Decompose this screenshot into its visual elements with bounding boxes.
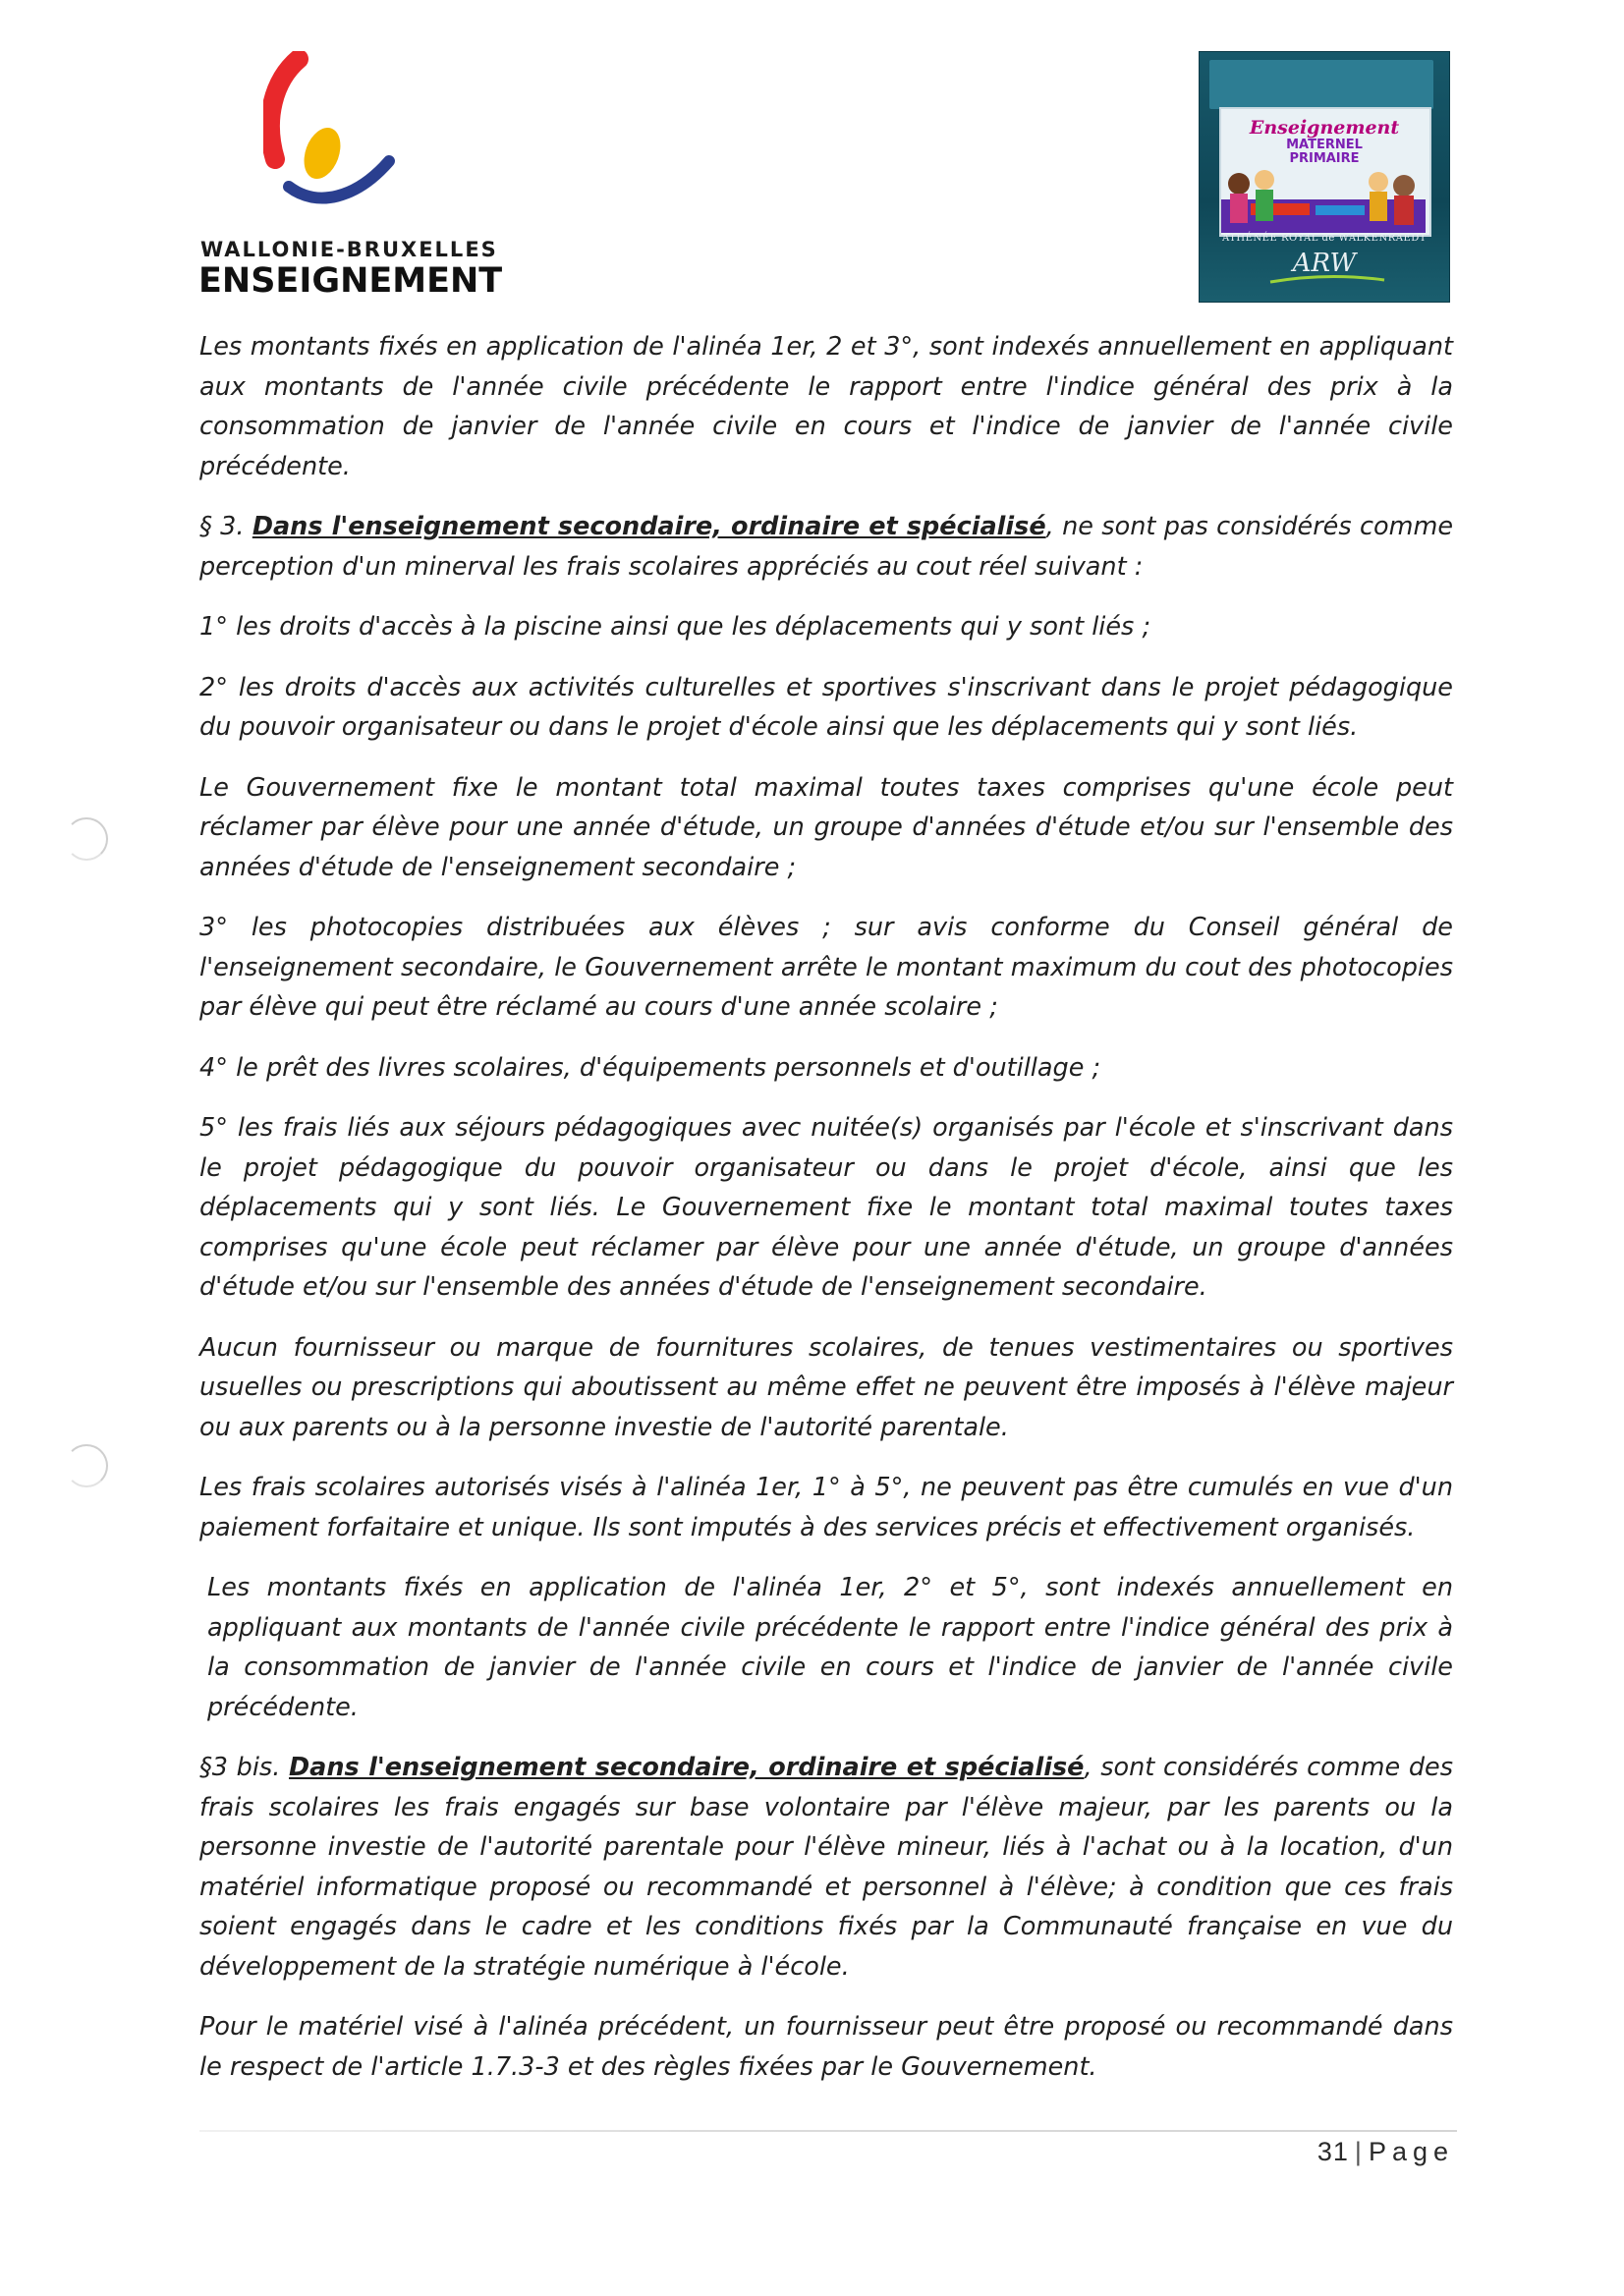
- badge-title: Enseignement: [1249, 117, 1400, 139]
- paragraph-item-5: 5° les frais liés aux séjours pédagogiques avec nuitée(s) organisés par l'école et s'inscrivant dans le projet pédagogique du pouvoir organisateur ou dans le projet d'école, ainsi que les déplacements qui y sont liés. Le Gouvernement fixe le montant total maximal toutes taxes comprises qu'une école peut réclamer par élève pour une année d'étude, un groupe d'années d'étude et/ou sur l'ensemble des années d'étude de l'enseignement secondaire.: [199, 1113, 1453, 1302]
- section-3-rest: , ne sont pas considérés comme perception d'un minerval les frais scolaires appréciés au cout réel suivant :: [199, 512, 1454, 582]
- paragraph-materiel: Pour le matériel visé à l'alinéa précédent, un fournisseur peut être proposé ou recommandé dans le respect de l'article 1.7.3-3 et des règles fixées par le Gouvernement.: [199, 2012, 1453, 2082]
- badge-subtitle-maternel: MATERNEL: [1286, 138, 1363, 152]
- swoosh-icon: [1268, 274, 1386, 286]
- badge-abbreviation: ARW: [1292, 249, 1357, 278]
- paragraph-item-4: 4° le prêt des livres scolaires, d'équipements personnels et d'outillage ;: [199, 1052, 1101, 1083]
- section-3-emphasis: Dans l'enseignement secondaire, ordinaire et spécialisé: [252, 512, 1046, 541]
- section-3bis-emphasis: Dans l'enseignement secondaire, ordinaire et spécialisé: [289, 1753, 1085, 1782]
- page-label: Page: [1368, 2137, 1454, 2166]
- logo-text-enseignement: ENSEIGNEMENT: [198, 261, 503, 301]
- document-body: [199, 327, 1453, 2107]
- section-3bis-prefix: §3 bis.: [199, 1753, 290, 1782]
- badge-sky: [1209, 60, 1433, 109]
- paragraph-section-3: [199, 507, 1453, 587]
- badge-school-name: ATHÉNÉE ROYAL de WALKENRAEDT: [1222, 233, 1427, 244]
- paragraph-indexation-2: Les montants fixés en application de l'alinéa 1er, 2° et 5°, sont indexés annuellement en appliquant aux montants de l'année civile précédente le rapport entre l'indice général des prix à la consommation de janvier de l'année civile en cours et l'indice de janvier de l'année civile précédente.: [207, 1573, 1453, 1722]
- footer-separator: |: [1354, 2137, 1363, 2166]
- punch-hole-mark: [65, 1444, 108, 1487]
- footer-divider: [199, 2130, 1457, 2132]
- punch-hole-mark: [65, 817, 108, 861]
- school-badge: [1199, 51, 1450, 303]
- paragraph-item-3: 3° les photocopies distribuées aux élèves ; sur avis conforme du Conseil général de l'enseignement secondaire, le Gouvernement arrête le montant maximum du cout des photocopies par élève qui peut être réclamé au cours d'une année scolaire ;: [199, 913, 1453, 1022]
- paragraph-section-3bis: [199, 1748, 1453, 1987]
- wallonie-bruxelles-logo: [196, 51, 503, 307]
- logo-text-wallonie-bruxelles: WALLONIE-BRUXELLES: [200, 238, 498, 261]
- paragraph-gouvernement: Le Gouvernement fixe le montant total maximal toutes taxes comprises qu'une école peut réclamer par élève pour une année d'étude, un groupe d'années d'étude et/ou sur l'ensemble des années d'étude de l'enseignement secondaire ;: [199, 772, 1453, 882]
- fwb-logo-icon: [263, 51, 401, 218]
- paragraph-item-1: 1° les droits d'accès à la piscine ainsi que les déplacements qui y sont liés ;: [199, 612, 1151, 642]
- page-footer: [1267, 2137, 1454, 2167]
- paragraph-frais-autorises: Les frais scolaires autorisés visés à l'alinéa 1er, 1° à 5°, ne peuvent pas être cumulés en vue d'un paiement forfaitaire et unique. Ils sont imputés à des services précis et effectivement organisés.: [199, 1473, 1453, 1542]
- badge-subtitle: [1200, 139, 1449, 166]
- section-3bis-rest: , sont considérés comme des frais scolaires les frais engagés sur base volontaire par l'élève majeur, par les parents ou la personne investie de l'autorité parentale pour l'élève mineur, liés à l'achat ou à la location, d'un matériel informatique proposé ou recommandé et personnel à l'élève; à condition que ces frais soient engagés dans le cadre et les conditions fixés par la Communauté française en vue du développement de la stratégie numérique à l'école.: [199, 1753, 1453, 1982]
- section-3-prefix: § 3.: [199, 512, 252, 541]
- paragraph-fournisseur: Aucun fournisseur ou marque de fournitures scolaires, de tenues vestimentaires ou sportives usuelles ou prescriptions qui aboutissent au même effet ne peuvent être imposés à l'élève majeur ou aux parents ou à la personne investie de l'autorité parentale.: [199, 1332, 1453, 1442]
- paragraph-item-2: 2° les droits d'accès aux activités culturelles et sportives s'inscrivant dans le projet pédagogique du pouvoir organisateur ou dans le projet d'école ainsi que les déplacements qui y sont liés.: [199, 672, 1453, 742]
- children-illustration-icon: [1221, 160, 1426, 233]
- badge-subtitle-primaire: PRIMAIRE: [1289, 151, 1360, 166]
- page-number: 31: [1316, 2137, 1349, 2166]
- paragraph-indexation-1: Les montants fixés en application de l'alinéa 1er, 2 et 3°, sont indexés annuellement en appliquant aux montants de l'année civile précédente le rapport entre l'indice général des prix à la consommation de janvier de l'année civile en cours et l'indice de janvier de l'année civile précédente.: [199, 332, 1453, 481]
